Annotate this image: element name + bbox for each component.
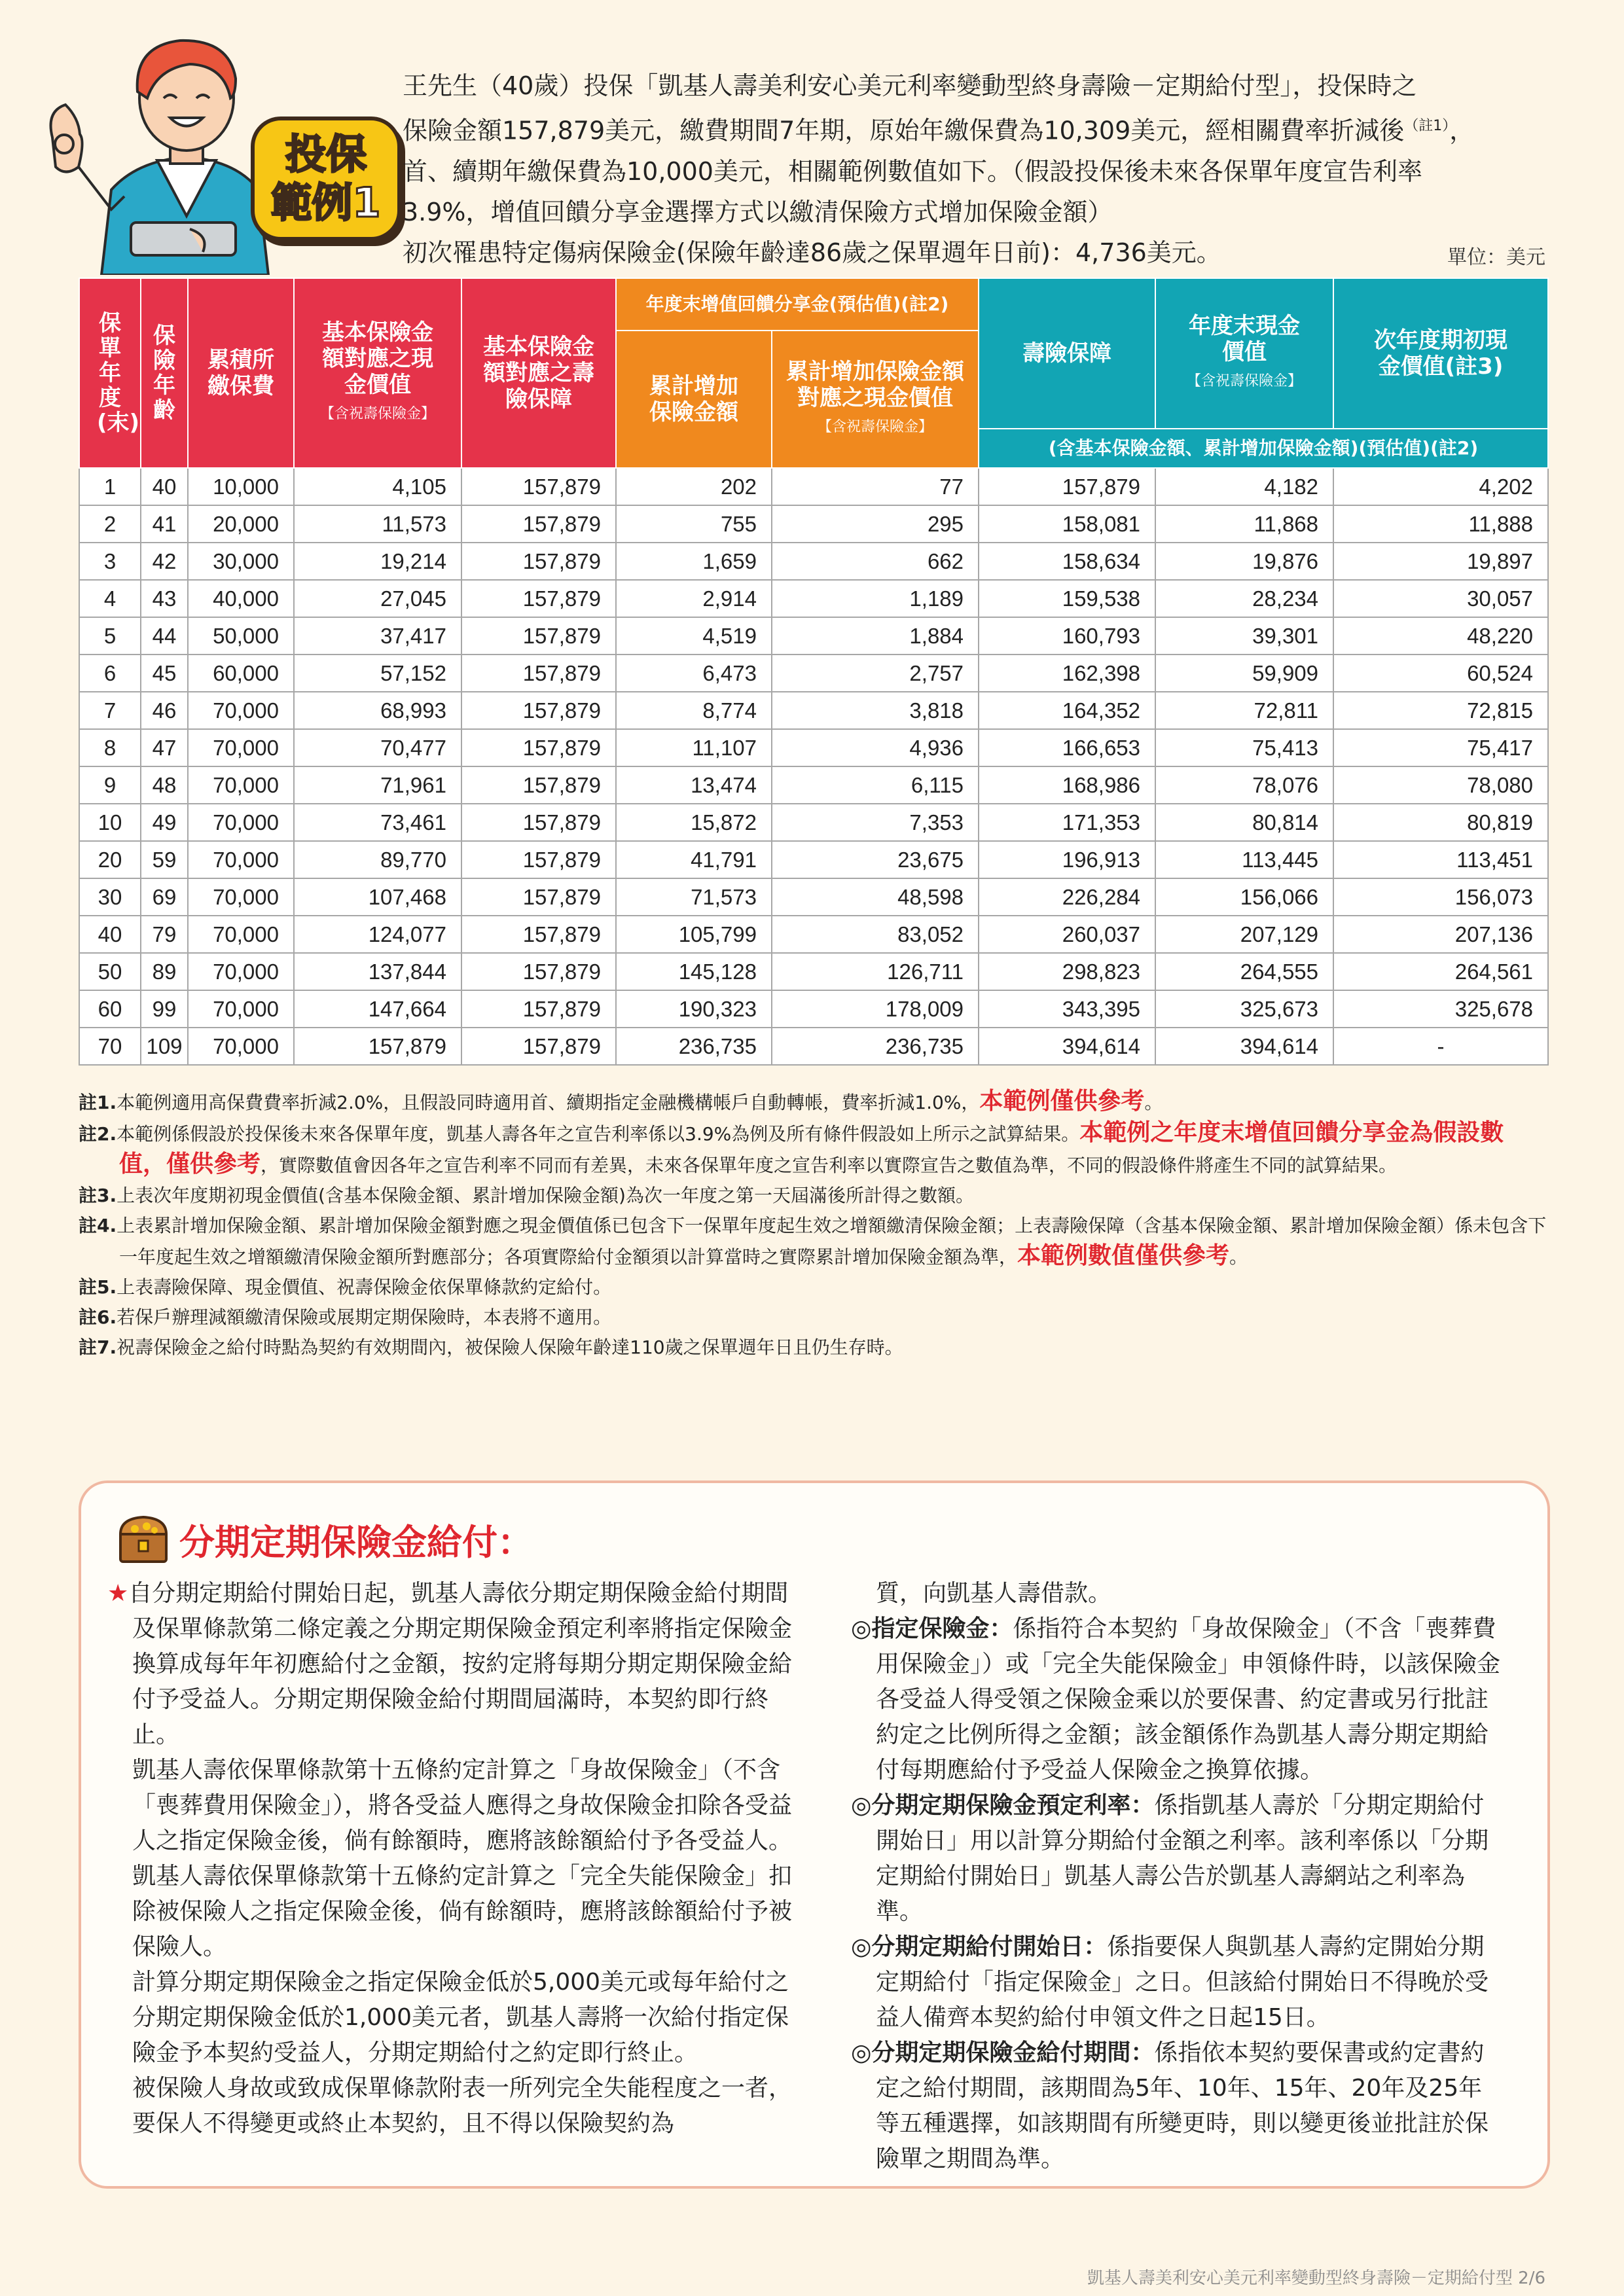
table-body [79, 468, 1548, 1065]
table-cell: 78,076 [1155, 766, 1333, 804]
intro-paragraph [403, 65, 1555, 273]
table-cell: 2,914 [616, 580, 772, 617]
table-cell: 178,009 [772, 990, 979, 1028]
right-continuation: 質，向凱基人壽借款。 [876, 1580, 1112, 1607]
table-cell: 156,066 [1155, 878, 1333, 916]
table-cell: 70,000 [188, 804, 294, 841]
table-cell: 662 [772, 543, 979, 580]
table-cell: 79 [141, 916, 188, 953]
header-cum-add-cv: 累計增加保險金額對應之現金價值 【含祝壽保險金】 [772, 331, 979, 468]
table-cell: 226,284 [979, 878, 1155, 916]
table-cell: 124,077 [294, 916, 461, 953]
table-cell: 48 [141, 766, 188, 804]
table-cell: 113,451 [1333, 841, 1548, 878]
table-cell: 70,000 [188, 841, 294, 878]
table-cell: 236,735 [772, 1028, 979, 1065]
table-row [79, 990, 1548, 1028]
table-cell: 70,000 [188, 692, 294, 729]
table-cell: 295 [772, 505, 979, 543]
table-cell: 4,936 [772, 729, 979, 766]
table-cell: 71,573 [616, 878, 772, 916]
table-cell: 99 [141, 990, 188, 1028]
table-cell: 47 [141, 729, 188, 766]
table-cell: 59,909 [1155, 655, 1333, 692]
definition-payment-period: ◎分期定期保險金給付期間：係指依本契約要保書或約定書約定之給付期間，該期間為5年、10年、15年、20年及25年等五種選擇，如該期間有所變更時，則以變更後並批註於保險單之期間為準。 [851, 2039, 1489, 2172]
table-cell: 20,000 [188, 505, 294, 543]
table-cell: 42 [141, 543, 188, 580]
header-policy-year: 保單年度(末) [79, 278, 141, 468]
note-6: 註6.若保戶辦理減額繳清保險或展期定期保險時，本表將不適用。 [79, 1306, 612, 1328]
badge-line2: 範例1 [271, 179, 381, 226]
table-cell: 40,000 [188, 580, 294, 617]
table-cell: 264,555 [1155, 953, 1333, 990]
table-cell: 68,993 [294, 692, 461, 729]
table-cell: 9 [79, 766, 141, 804]
intro-line2-sup: （註1） [1404, 118, 1450, 134]
table-cell: 190,323 [616, 990, 772, 1028]
table-cell: 40 [141, 468, 188, 505]
table-row [79, 953, 1548, 990]
table-cell: 156,073 [1333, 878, 1548, 916]
table-cell: 60,524 [1333, 655, 1548, 692]
table-cell: 70 [79, 1028, 141, 1065]
table-cell: 77 [772, 468, 979, 505]
table-row [79, 804, 1548, 841]
header-basic-cv-sub: 【含祝壽保險金】 [319, 405, 435, 422]
table-cell: 343,395 [979, 990, 1155, 1028]
table-cell: 157,879 [461, 617, 616, 655]
header-death: 壽險保障 [979, 278, 1155, 429]
table-cell: 394,614 [1155, 1028, 1333, 1065]
table-cell: 4,182 [1155, 468, 1333, 505]
table-cell: 30,057 [1333, 580, 1548, 617]
table-row [79, 617, 1548, 655]
table-cell: 157,879 [461, 505, 616, 543]
table-cell: 60,000 [188, 655, 294, 692]
table-cell: 48,220 [1333, 617, 1548, 655]
table-cell: 4,202 [1333, 468, 1548, 505]
table-row [79, 1028, 1548, 1065]
example-badge [251, 117, 401, 241]
table-cell: 8 [79, 729, 141, 766]
table-cell: 20 [79, 841, 141, 878]
note-2: 註2.本範例係假設於投保後未來各保單年度，凱基人壽各年之宣告利率係以3.9%為例及所有條件假設如上所示之試算結果。本範例之年度末增值回饋分享金為假設數值，僅供參考，實際數值會因各年之宣告利率不同而有差異，未來各保單年度之宣告利率以實際宣告之數值為準，不同的假設條件將產生不同的試算結果。 [79, 1119, 1504, 1177]
table-row [79, 692, 1548, 729]
note-5: 註5.上表壽險保障、現金價值、祝壽保險金依保單條款約定給付。 [79, 1276, 612, 1298]
table-cell: 3,818 [772, 692, 979, 729]
table-cell: 755 [616, 505, 772, 543]
table-cell: 107,468 [294, 878, 461, 916]
table-row [79, 841, 1548, 878]
table-cell: 109 [141, 1028, 188, 1065]
table-cell: 75,413 [1155, 729, 1333, 766]
table-cell: 157,879 [461, 953, 616, 990]
table-cell: 1,884 [772, 617, 979, 655]
table-cell: 6 [79, 655, 141, 692]
header-teal-note: (含基本保險金額、累計增加保險金額)(預估值)(註2) [979, 429, 1548, 468]
table-row [79, 878, 1548, 916]
left-para-3: 凱基人壽依保單條款第十五條約定計算之「完全失能保險金」扣除被保險人之指定保險金後，倘有餘額時，應將該餘額給付予被保險人。 [132, 1863, 793, 1960]
table-cell: 11,107 [616, 729, 772, 766]
table-cell: 19,876 [1155, 543, 1333, 580]
table-cell: 158,634 [979, 543, 1155, 580]
header-eoy-cv-sub: 【含祝壽保險金】 [1187, 372, 1303, 389]
table-cell: 298,823 [979, 953, 1155, 990]
table-cell: 72,815 [1333, 692, 1548, 729]
table-cell: 28,234 [1155, 580, 1333, 617]
table-cell: 394,614 [979, 1028, 1155, 1065]
table-cell: 325,673 [1155, 990, 1333, 1028]
table-cell: 6,473 [616, 655, 772, 692]
table-cell: 157,879 [461, 990, 616, 1028]
note-4: 註4.上表累計增加保險金額、累計增加保險金額對應之現金價值係已包含下一保單年度起生效之增額繳清保險金額；上表壽險保障（含基本保險金額、累計增加保險金額）係未包含下一年度起生效之增額繳清保險金額所對應部分；各項實際給付金額須以計算當時之實際累計增加保險金額為準，本範例數值僅供參考。 [79, 1215, 1547, 1269]
table-cell: 126,711 [772, 953, 979, 990]
table-cell: 70,477 [294, 729, 461, 766]
page-footer: 凱基人壽美利安心美元利率變動型終身壽險－定期給付型 2/6 [1087, 2269, 1545, 2288]
table-cell: 60 [79, 990, 141, 1028]
table-cell: 159,538 [979, 580, 1155, 617]
table-cell: 164,352 [979, 692, 1155, 729]
box-right-column [851, 1576, 1506, 2177]
table-cell: 50,000 [188, 617, 294, 655]
intro-line4: 3.9%，增值回饋分享金選擇方式以繳清保險方式增加保險金額） [403, 197, 1113, 226]
left-para-4: 計算分期定期保險金之指定保險金低於5,000美元或每年給付之分期定期保險金低於1,000美元者，凱基人壽將一次給付指定保險金予本契約受益人，分期定期給付之約定即行終止。 [132, 1969, 789, 2066]
table-cell: 157,879 [461, 543, 616, 580]
table-cell: 11,888 [1333, 505, 1548, 543]
header-eoy-cv: 年度末現金價值 【含祝壽保險金】 [1155, 278, 1333, 429]
table-cell: 6,115 [772, 766, 979, 804]
box-title: 分期定期保險金給付： [179, 1522, 533, 1563]
table-cell: 70,000 [188, 916, 294, 953]
table-cell: 10,000 [188, 468, 294, 505]
table-cell: 10 [79, 804, 141, 841]
badge-line1: 投保 [285, 130, 367, 178]
table-cell: 73,461 [294, 804, 461, 841]
header-basic-death: 基本保險金額對應之壽險保障 [461, 278, 616, 468]
table-cell: 157,879 [461, 841, 616, 878]
table-cell: 80,814 [1155, 804, 1333, 841]
table-cell: 8,774 [616, 692, 772, 729]
illustration-table [79, 278, 1549, 1066]
table-cell: 30,000 [188, 543, 294, 580]
table-cell: 19,897 [1333, 543, 1548, 580]
table-cell: 207,136 [1333, 916, 1548, 953]
table-cell: 196,913 [979, 841, 1155, 878]
table-cell: 57,152 [294, 655, 461, 692]
table-cell: 37,417 [294, 617, 461, 655]
table-cell: 69 [141, 878, 188, 916]
table-cell: 207,129 [1155, 916, 1333, 953]
table-cell: 166,653 [979, 729, 1155, 766]
table-row [79, 655, 1548, 692]
table-cell: 27,045 [294, 580, 461, 617]
intro-line1: 王先生（40歲）投保「凱基人壽美利安心美元利率變動型終身壽險－定期給付型」，投保時之 [403, 71, 1417, 100]
table-cell: 2,757 [772, 655, 979, 692]
table-cell: 113,445 [1155, 841, 1333, 878]
table-cell: 11,868 [1155, 505, 1333, 543]
table-row [79, 543, 1548, 580]
definition-designated-benefit: ◎指定保險金：係指符合本契約「身故保險金」（不含「喪葬費用保險金」）或「完全失能保險金」申領條件時，以該保險金各受益人得受領之保險金乘以於要保書、約定書或另行批註約定之比例所得之金額；該金額係作為凱基人壽分期定期給付每期應給付予受益人保險金之換算依據。 [851, 1615, 1501, 1784]
table-cell: 5 [79, 617, 141, 655]
table-cell: 70,000 [188, 729, 294, 766]
table-cell: 157,879 [461, 804, 616, 841]
table-cell: 70,000 [188, 1028, 294, 1065]
table-cell: 40 [79, 916, 141, 953]
table-cell: 41,791 [616, 841, 772, 878]
table-cell: 157,879 [461, 878, 616, 916]
table-cell: 1,659 [616, 543, 772, 580]
table-cell: 264,561 [1333, 953, 1548, 990]
table-cell: 157,879 [461, 729, 616, 766]
table-cell: 49 [141, 804, 188, 841]
table-cell: 30 [79, 878, 141, 916]
table-cell: 70,000 [188, 766, 294, 804]
table-cell: 78,080 [1333, 766, 1548, 804]
table-cell: 325,678 [1333, 990, 1548, 1028]
treasure-chest-icon [115, 1511, 171, 1567]
table-cell: 168,986 [979, 766, 1155, 804]
table-cell: 157,879 [461, 692, 616, 729]
note-7: 註7.祝壽保險金之給付時點為契約有效期間內，被保險人保險年齡達110歲之保單週年日且仍生存時。 [79, 1336, 903, 1358]
table-cell: 260,037 [979, 916, 1155, 953]
installment-payment-box [79, 1480, 1550, 2189]
table-cell: 70,000 [188, 990, 294, 1028]
table-cell: 44 [141, 617, 188, 655]
table-cell: 4,519 [616, 617, 772, 655]
table-row [79, 505, 1548, 543]
table-cell: 157,879 [461, 916, 616, 953]
header-basic-cv: 基本保險金額對應之現金價值 【含祝壽保險金】 [294, 278, 461, 468]
table-cell: 1 [79, 468, 141, 505]
table-cell: 3 [79, 543, 141, 580]
table-row [79, 468, 1548, 505]
table-cell: 7 [79, 692, 141, 729]
table-row [79, 916, 1548, 953]
intro-line2a: 保險金額157,879美元，繳費期間7年期，原始年繳保費為10,309美元，經相關費率折減後 [403, 116, 1405, 145]
header-dividend-group: 年度末增值回饋分享金(預估值)(註2) [616, 278, 979, 331]
star-icon: ★ [107, 1580, 129, 1607]
table-cell: 162,398 [979, 655, 1155, 692]
box-left-column [107, 1576, 801, 2142]
table-cell: 13,474 [616, 766, 772, 804]
intro-line2 [403, 106, 1555, 151]
header-cum-add-cv-sub: 【含祝壽保險金】 [818, 418, 933, 435]
header-cum-add: 累計增加保險金額 [616, 331, 772, 468]
header-next-cv: 次年度期初現金價值(註3) [1333, 278, 1548, 429]
table-cell: 41 [141, 505, 188, 543]
table-cell: 48,598 [772, 878, 979, 916]
table-cell: 157,879 [461, 766, 616, 804]
table-cell: - [1333, 1028, 1548, 1065]
table-cell: 202 [616, 468, 772, 505]
left-para-5: 被保險人身故或致成保單條款附表一所列完全失能程度之一者，要保人不得變更或終止本契約，且不得以保險契約為 [132, 2075, 793, 2137]
table-cell: 4 [79, 580, 141, 617]
notes-section [79, 1086, 1547, 1363]
table-row [79, 729, 1548, 766]
table-cell: 59 [141, 841, 188, 878]
table-cell: 45 [141, 655, 188, 692]
table-cell: 158,081 [979, 505, 1155, 543]
unit-label: 單位：美元 [1447, 246, 1545, 269]
note-3: 註3.上表次年度期初現金價值(含基本保險金額、累計增加保險金額)為次一年度之第一天屆滿後所計得之數額。 [79, 1185, 974, 1206]
table-cell: 11,573 [294, 505, 461, 543]
table-row [79, 766, 1548, 804]
table-cell: 89,770 [294, 841, 461, 878]
table-cell: 1,189 [772, 580, 979, 617]
table-cell: 147,664 [294, 990, 461, 1028]
left-para-1: ★自分期定期給付開始日起，凱基人壽依分期定期保險金給付期間及保單條款第二條定義之分期定期保險金預定利率將指定保險金換算成每年年初應給付之金額，按約定將每期分期定期保險金給付予受益人。分期定期保險金給付期間屆滿時，本契約即行終止。 [107, 1580, 793, 1748]
table-cell: 171,353 [979, 804, 1155, 841]
table-row [79, 580, 1548, 617]
table-cell: 83,052 [772, 916, 979, 953]
table-cell: 2 [79, 505, 141, 543]
table-cell: 160,793 [979, 617, 1155, 655]
table-cell: 157,879 [979, 468, 1155, 505]
header-cum-premium: 累積所繳保費 [188, 278, 294, 468]
table-cell: 80,819 [1333, 804, 1548, 841]
definition-preset-rate: ◎分期定期保險金預定利率：係指凱基人壽於「分期定期給付開始日」用以計算分期給付金額之利率。該利率係以「分期定期給付開始日」凱基人壽公告於凱基人壽網站之利率為準。 [851, 1792, 1489, 1925]
intro-line3: 首、續期年繳保費為10,000美元，相關範例數值如下。（假設投保後未來各保單年度宣告利率 [403, 156, 1422, 186]
table-cell: 70,000 [188, 953, 294, 990]
table-cell: 75,417 [1333, 729, 1548, 766]
table-cell: 4,105 [294, 468, 461, 505]
table-cell: 7,353 [772, 804, 979, 841]
table-cell: 105,799 [616, 916, 772, 953]
table-cell: 50 [79, 953, 141, 990]
left-para-2: 凱基人壽依保單條款第十五條約定計算之「身故保險金」（不含「喪葬費用保險金」），將各受益人應得之身故保險金扣除各受益人之指定保險金後，倘有餘額時，應將該餘額給付予各受益人。 [132, 1757, 793, 1854]
table-cell: 43 [141, 580, 188, 617]
table-cell: 89 [141, 953, 188, 990]
table-cell: 137,844 [294, 953, 461, 990]
table-cell: 157,879 [461, 1028, 616, 1065]
table-cell: 71,961 [294, 766, 461, 804]
table-cell: 157,879 [461, 655, 616, 692]
note-1: 註1.本範例適用高保費費率折減2.0%，且假設同時適用首、續期指定金融機構帳戶自動轉帳，費率折減1.0%，本範例僅供參考。 [79, 1088, 1163, 1115]
header-age: 保險年齡 [141, 278, 188, 468]
table-cell: 157,879 [461, 468, 616, 505]
table-cell: 72,811 [1155, 692, 1333, 729]
table-cell: 23,675 [772, 841, 979, 878]
table-cell: 236,735 [616, 1028, 772, 1065]
table-cell: 157,879 [461, 580, 616, 617]
table-cell: 39,301 [1155, 617, 1333, 655]
table-cell: 157,879 [294, 1028, 461, 1065]
intro-line5: 初次罹患特定傷病保險金(保險年齡達86歲之保單週年日前)：4,736美元。 [403, 238, 1221, 267]
table-cell: 19,214 [294, 543, 461, 580]
table-cell: 145,128 [616, 953, 772, 990]
table-cell: 70,000 [188, 878, 294, 916]
table-cell: 15,872 [616, 804, 772, 841]
definition-start-date: ◎分期定期給付開始日：係指要保人與凱基人壽約定開始分期定期給付「指定保險金」之日。但該給付開始日不得晚於受益人備齊本契約給付申領文件之日起15日。 [851, 1933, 1489, 2031]
table-cell: 46 [141, 692, 188, 729]
intro-line2b: ， [1449, 116, 1475, 145]
